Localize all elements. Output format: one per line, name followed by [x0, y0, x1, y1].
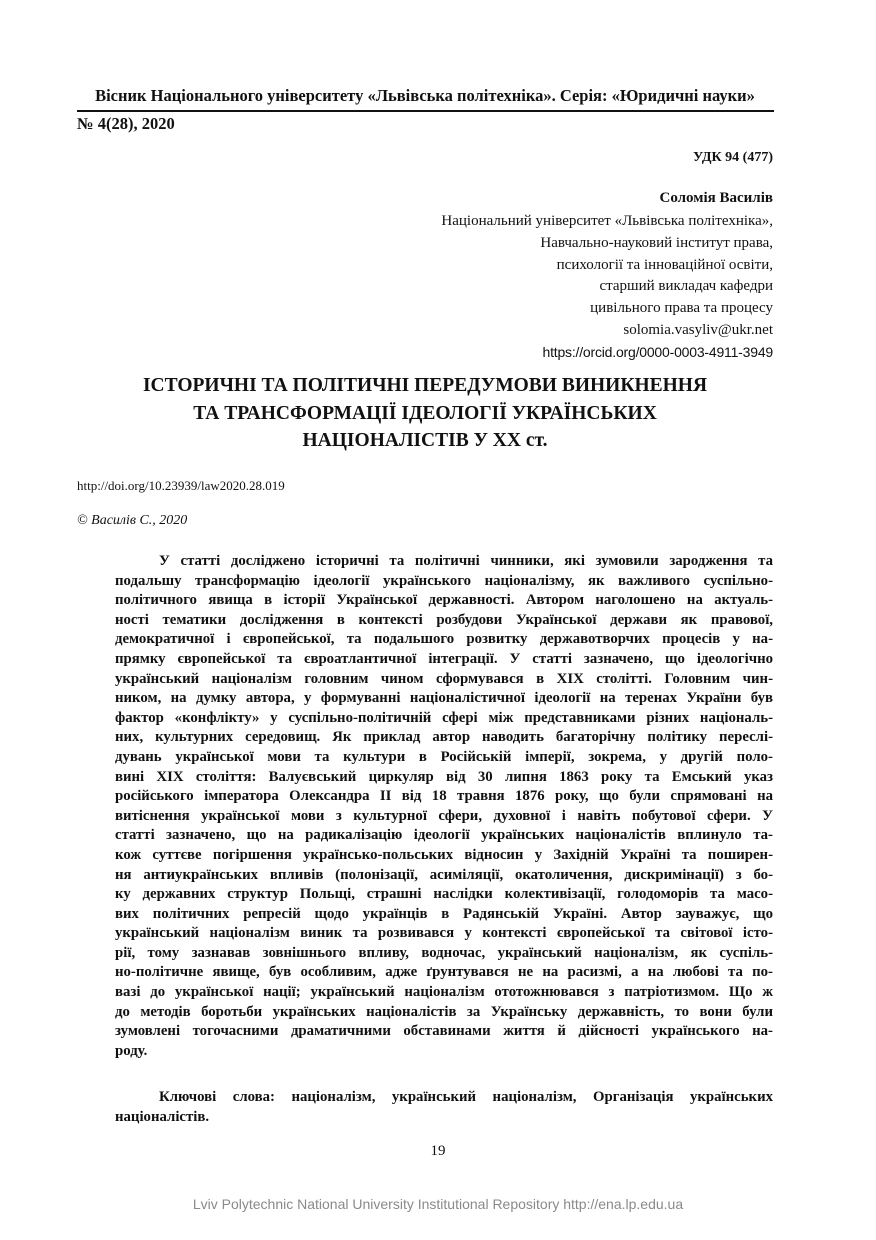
affiliation-line: Національний університет «Львівська політехніка»,: [441, 213, 773, 229]
author-name: Соломія Василів: [659, 190, 773, 206]
affiliation-line: старший викладач кафедри: [599, 278, 773, 295]
text-line: ником, на думку автора, у формуванні націоналістичної ідеології на теренах України був: [115, 690, 773, 707]
text-line: зумовлені тогочасними драматичними обставинами життя й дійсності українського на-: [115, 1023, 773, 1040]
orcid-link[interactable]: https://orcid.org/0000-0003-4911-3949: [542, 343, 773, 360]
affiliation-line: Навчально-науковий інститут права,: [540, 234, 773, 251]
text-line: подальшу трансформацію ідеології українського націоналізму, як важливого суспільно-: [115, 572, 773, 589]
title-line: НАЦІОНАЛІСТІВ У ХХ ст.: [302, 430, 548, 451]
affiliation-line: психології та інноваційної освіти,: [556, 256, 773, 273]
header-rule: [77, 110, 774, 112]
text-line: політичного явища в історії Української державності. Автором наголошено на актуаль-: [115, 592, 773, 609]
journal-header: Вісник Національного університету «Львівська політехніка». Серія: «Юридичні науки»: [95, 86, 755, 105]
text-line: до методів боротьби українських націоналістів за Українську державність, то вони були: [115, 1003, 773, 1020]
keywords: [115, 1088, 773, 1127]
text-line: витіснення української мови з культурної сфери, духовної і навіть побутової сфери. У: [115, 807, 773, 824]
page-number: 19: [430, 1143, 446, 1159]
doi-link[interactable]: http://doi.org/10.23939/law2020.28.019: [77, 478, 285, 493]
text-line: демократичної і європейської, та подальшого розвитку державотворчих процесів у на-: [115, 631, 773, 648]
text-line: роду.: [115, 1042, 148, 1059]
abstract: [115, 552, 773, 1061]
text-line: но-політичне явище, був особливим, адже ґрунтувався не на расизмі, а на любові та по-: [115, 964, 773, 981]
text-line: статті зазначено, що на радикалізацію ідеології українських націоналістів вплинуло та-: [115, 827, 773, 844]
text-line: вазі до української нації; український націоналізм ототожнювався з патріотизмом. Що ж: [115, 984, 773, 1001]
repository-footer: Lviv Polytechnic National University Institutional Repository http://ena.lp.edu.ua: [192, 1196, 684, 1212]
text-line: націоналістів.: [115, 1108, 210, 1125]
title-line: ТА ТРАНСФОРМАЦІЇ ІДЕОЛОГІЇ УКРАЇНСЬКИХ: [193, 402, 657, 424]
text-line: них, культурних середовищ. Як приклад автор наводить багаторічну політику переслі-: [115, 729, 773, 746]
text-line: Ключові слова: націоналізм, український націоналізм, Організація українських: [159, 1089, 773, 1105]
text-line: вих політичних репресій щодо українців в Радянській Україні. Автор зауважує, що: [115, 905, 773, 922]
text-line: вині ХІХ століття: Валуєвський циркуляр від 30 липня 1863 року та Емський указ: [115, 768, 773, 785]
issue-number: № 4(28), 2020: [77, 114, 175, 133]
text-line: прямку європейської та євроатлантичної інтеграції. У статті зазначено, що ідеологічно: [115, 650, 773, 667]
text-line: російського імператора Олександра ІІ від 18 травня 1876 року, що були спрямовані на: [115, 788, 773, 805]
text-line: У статті досліджено історичні та політичні чинники, які зумовили зародження та: [159, 553, 773, 569]
udk-code: УДК 94 (477): [693, 150, 773, 165]
copyright: © Василів С., 2020: [77, 513, 188, 528]
affiliation-line: цивільного права та процесу: [590, 300, 773, 317]
author-email[interactable]: solomia.vasyliv@ukr.net: [623, 321, 773, 338]
text-line: кож суттєве погіршення українсько-польських відносин у Західній Україні та поширен-: [115, 846, 773, 863]
text-line: український націоналізм виник та розвивався у контексті європейської та світової істо-: [115, 925, 773, 942]
text-line: дувань української мови та культури в Російській імперії, зокрема, у другій поло-: [115, 748, 773, 765]
text-line: рії, тому зазнавав зовнішнього впливу, водночас, український націоналізм, як суспіль-: [115, 944, 773, 961]
text-line: ня антиукраїнських впливів (полонізації, асиміляції, окатоличення, дискримінації) з бо-: [115, 866, 773, 883]
text-line: ності тематики дослідження в контексті розбудови Української держави як правової,: [115, 611, 773, 628]
title-line: ІСТОРИЧНІ ТА ПОЛІТИЧНІ ПЕРЕДУМОВИ ВИНИКНЕННЯ: [142, 375, 708, 396]
text-line: ку державних структур Польщі, страшні наслідки колективізації, голодоморів та масо-: [115, 886, 773, 903]
article-title: [77, 372, 773, 455]
text-line: фактор «конфлікту» у суспільно-політичній сфері між представниками різних національ-: [115, 709, 773, 726]
author-affiliation: [441, 211, 773, 364]
text-line: український націоналізм головним чином сформувався в ХІХ столітті. Головним чин-: [115, 670, 773, 687]
